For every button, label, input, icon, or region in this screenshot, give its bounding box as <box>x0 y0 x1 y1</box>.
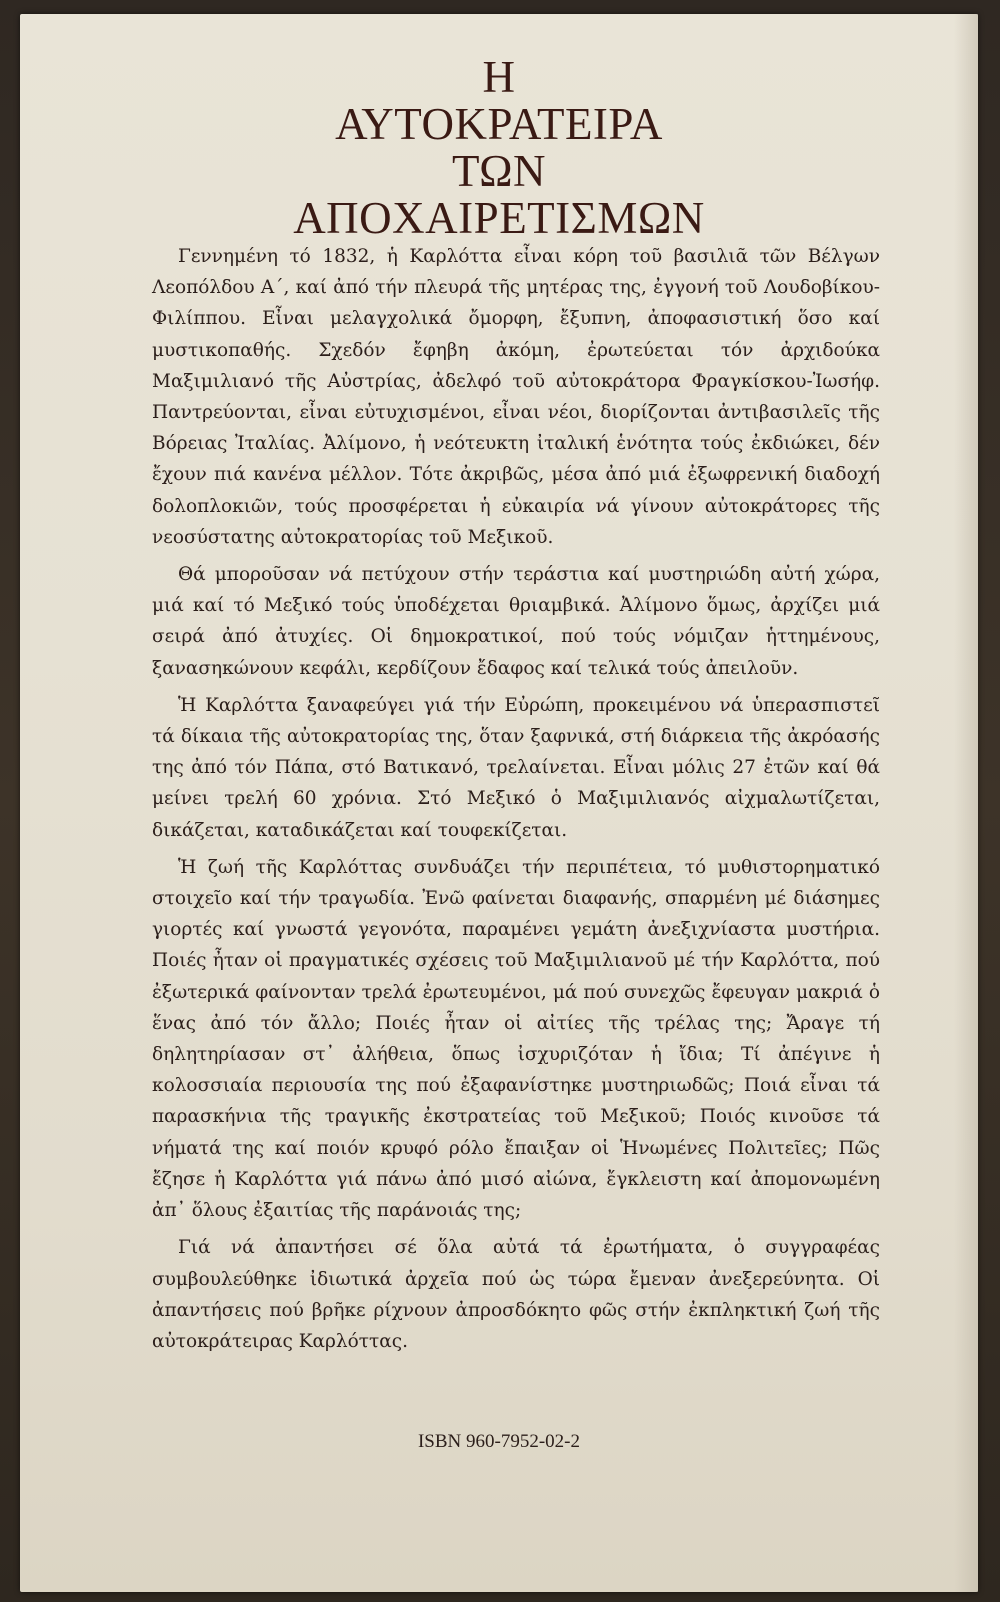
cover-edge-shadow <box>954 14 978 1592</box>
blurb-text <box>152 241 880 1363</box>
title-line-1: Η <box>482 52 516 102</box>
blurb-paragraph-1: Γεννημένη τό 1832, ἡ Καρλόττα εἶναι κόρη τοῦ βασιλιᾶ τῶν Βέλγων Λεοπόλδου Α΄, καί ἀπό τήν πλευρά τῆς μητέρας της, ἐγγονή τοῦ Λουδοβίκου-Φιλίππου. Εἶναι μελαγχολικά ὄμορφη, ἔξυπνη, ἀποφασιστική ὅσο καί μυστικοπαθής. Σχεδόν ἔφηβη ἀκόμη, ἐρωτεύεται τόν ἀρχιδούκα Μαξιμιλιανό τῆς Αὐστρίας, ἀδελφό τοῦ αὐτοκράτορα Φραγκίσκου-Ἰωσήφ. Παντρεύονται, εἶναι εὐτυχισμένοι, εἶναι νέοι, διορίζονται ἀντιβασιλεῖς τῆς Βόρειας Ἰταλίας. Ἀλίμονο, ἡ νεότευκτη ἰταλική ἑνότητα τούς ἐκδιώκει, δέν ἔχουν πιά κανένα μέλλον. Τότε ἀκριβῶς, μέσα ἀπό μιά ἐξωφρενική διαδοχή δολοπλοκιῶν, τούς προσφέρεται ἡ εὐκαιρία νά γίνουν αὐτοκράτορες τῆς νεοσύστατης αὐτοκρατορίας τοῦ Μεξικοῦ. <box>152 246 880 548</box>
book-back-cover <box>20 14 978 1592</box>
blurb-paragraph-2: Θά μποροῦσαν νά πετύχουν στήν τεράστια καί μυστηριώδη αὐτή χώρα, μιά καί τό Μεξικό τούς ὑποδέχεται θριαμβικά. Ἀλίμονο ὅμως, ἀρχίζει μιά σειρά ἀπό ἀτυχίες. Οἱ δημοκρατικοί, πού τούς νόμιζαν ἡττημένους, ξανασηκώνουν κεφάλι, κερδίζουν ἔδαφος καί τελικά τούς ἀπειλοῦν. <box>152 564 880 679</box>
blurb-paragraph-3: Ἡ Καρλόττα ξαναφεύγει γιά τήν Εὐρώπη, προκειμένου νά ὑπερασπιστεῖ τά δίκαια τῆς αὐτοκρατορίας της, ὅταν ξαφνικά, στή διάρκεια τῆς ἀκρόασής της ἀπό τόν Πάπα, στό Βατικανό, τρελαίνεται. Εἶναι μόλις 27 ἐτῶν καί θά μείνει τρελή 60 χρόνια. Στό Μεξικό ὁ Μαξιμιλιανός αἰχμαλωτίζεται, δικάζεται, καταδικάζεται καί τουφεκίζεται. <box>152 694 880 841</box>
title-line-3: ΤΩΝ <box>451 146 547 196</box>
isbn-number: ISBN 960-7952-02-2 <box>417 1431 581 1452</box>
title-line-4: ΑΠΟΧΑΙΡΕΤΙΣΜΩΝ <box>293 193 705 243</box>
title-line-2: ΑΥΤΟΚΡΑΤΕΙΡΑ <box>335 99 663 149</box>
book-title <box>20 54 978 242</box>
blurb-paragraph-5: Γιά νά ἀπαντήσει σέ ὅλα αὐτά τά ἐρωτήματα, ὁ συγγραφέας συμβουλεύθηκε ἰδιωτικά ἀρχεῖα πού ὡς τώρα ἔμεναν ἀνεξερεύνητα. Οἱ ἀπαντήσεις πού βρῆκε ρίχνουν ἀπροσδόκητο φῶς στήν ἐκπληκτική ζωή τῆς αὐτοκράτειρας Καρλόττας. <box>152 1237 880 1352</box>
blurb-paragraph-4: Ἡ ζωή τῆς Καρλόττας συνδυάζει τήν περιπέτεια, τό μυθιστορηματικό στοιχεῖο καί τήν τραγωδία. Ἐνῶ φαίνεται διαφανής, σπαρμένη μέ διάσημες γιορτές καί γνωστά γεγονότα, παραμένει γεμάτη ἀνεξιχνίαστα μυστήρια. Ποιές ἦταν οἱ πραγματικές σχέσεις τοῦ Μαξιμιλιανοῦ μέ τήν Καρλόττα, πού ἐξωτερικά φαίνονταν τρελά ἐρωτευμένοι, μά πού συνεχῶς ἔφευγαν μακριά ὁ ἕνας ἀπό τόν ἄλλο; Ποιές ἦταν οἱ αἰτίες τῆς τρέλας της; Ἄραγε τή δηλητηρίασαν στ᾽ ἀλήθεια, ὅπως ἰσχυριζόταν ἡ ἴδια; Τί ἀπέγινε ἡ κολοσσιαία περιουσία της πού ἐξαφανίστηκε μυστηριωδῶς; Ποιά εἶναι τά παρασκήνια τῆς τραγικῆς ἐκστρατείας τοῦ Μεξικοῦ; Ποιός κινοῦσε τά νήματά της καί ποιόν κρυφό ρόλο ἔπαιξαν οἱ Ἡνωμένες Πολιτεῖες; Πῶς ἔζησε ἡ Καρλόττα γιά πάνω ἀπό μισό αἰώνα, ἔγκλειστη καί ἀπομονωμένη ἀπ᾽ ὅλους ἐξαιτίας τῆς παράνοιάς της; <box>152 856 880 1222</box>
